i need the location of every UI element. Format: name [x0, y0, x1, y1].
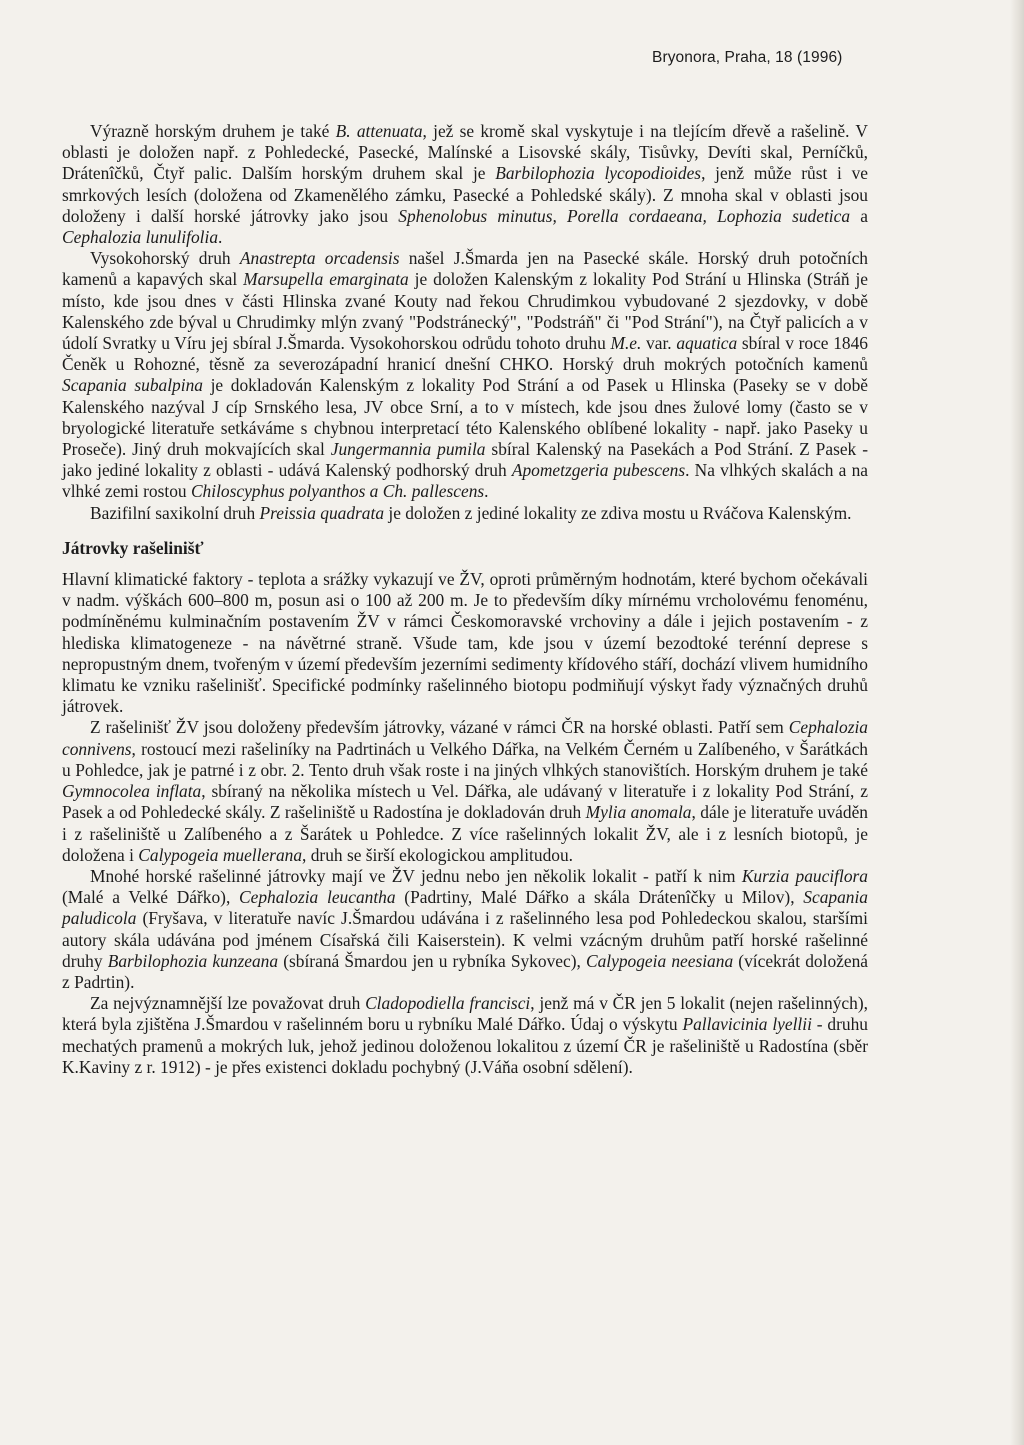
page-edge-shadow — [1010, 0, 1024, 1445]
paragraph-attenuata: Výrazně horským druhem je také B. attenuata, jež se kromě skal vyskytuje i na tlejícím dřevě a rašelině. V oblasti je doložen např. z Pohledecké, Pasecké, Malínské a Lisovské skály, Tisůvky, Devíti skal, Perníčků, Drátenîčků, Čtyř palic. Dalším horským druhem skal je Barbilophozia lycopodioides, jenž může růst i ve smrkových lesích (doložena od Zkamenělého zámku, Pasecké a Pohledské skály). Z mnoha skal v oblasti jsou doloženy i další horské játrovky jako jsou Sphenolobus minutus, Porella cordaeana, Lophozia sudetica a Cephalozia lunulifolia. — [62, 121, 868, 248]
paragraph-preissia: Bazifilní saxikolní druh Preissia quadrata je doložen z jediné lokality ze zdiva mostu u Rváčova Kalenským. — [90, 502, 852, 523]
running-header: Bryonora, Praha, 18 (1996) — [652, 49, 843, 66]
paragraph-climate: Hlavní klimatické faktory - teplota a srážky vykazují ve ŽV, oproti průměrným hodnotám, které bychom očekávali v nadm. výškách 600–800 m, posun asi o 100 až 200 m. Je to především díky mírnému vrcholovému fenoménu, podmíněnému kulminačním postavením ŽV v rámci Českomoravské vrchoviny a dále i jejich postavením - z hlediska klimatogeneze - na návětrné straně. Všude tam, kde jsou v území bezodtoké terénní deprese s nepropustným dnem, tvořeným v území především jezerními sedimenty křídového stáří, dochází vlivem humidního klimatu ke vzniku rašelinišť. Specifické podmínky rašelinného biotopu podmiňují výskyt řady význačných druhů játrovek. — [62, 569, 868, 717]
paragraph-anastrepta: Vysokohorský druh Anastrepta orcadensis našel J.Šmarda jen na Pasecké skále. Horský druh potočních kamenů a kapavých skal Marsupella emarginata je doložen Kalenským z lokality Pod Strání u Hlinska (Stráň je místo, kde jsou dnes v části Hlinska zvané Kouty nad řekou Chrudimkou vybudované 2 sjezdovky, v době Kalenského zde býval u Chrudimky mlýn zvaný "Podstránecký", "Podstráň" či "Pod Strání"), na Čtyř palicích a v údolí Svratky u Víru jej sbíral J.Šmarda. Vysokohorskou odrůdu tohoto druhu M.e. var. aquatica sbíral v roce 1846 Čeněk u Rohozné, těsně za severozápadní hranicí dnešní CHKO. Horský druh mokrých potočních kamenů Scapania subalpina je dokladován Kalenským z lokality Pod Strání a od Pasek u Hlinska (Paseky se v době Kalenského nazýval J cíp Srnského lesa, JV obce Srní, a to v místech, kde jsou dnes žulové lomy (často se v bryologické literatuře setkáváme s chybnou interpretací této Kalenského oblíbené lokality - např. jako Paseky u Proseče). Jiný druh mokvajících skal Jungermannia pumila sbíral Kalenský na Pasekách a Pod Strání. Z Pasek - jako jediné lokality z oblasti - udává Kalenský podhorský druh Apometzgeria pubescens. Na vlhkých skalách a na vlhké zemi rostou Chiloscyphus polyanthos a Ch. pallescens. — [62, 248, 869, 502]
paragraph-rare-species: Mnohé horské rašelinné játrovky mají ve ŽV jednu nebo jen několik lokalit - patří k nim Kurzia pauciflora (Malé a Velké Dářko), Cephalozia leucantha (Padrtiny, Malé Dářko a skála Drátenîčky u Milov), Scapania paludicola (Fryšava, v literatuře navíc J.Šmardou udávána i z rašelinného lesa pod Pohledeckou skalou, staršími autory skála udávána pod jménem Císařská čili Kaiserstein). K velmi vzácným druhům patří horské rašelinné druhy Barbilophozia kunzeana (sbíraná Šmardou jen u rybníka Sykovec), Calypogeia neesiana (vícekrát doložená z Padrtin). — [62, 865, 869, 992]
section-heading: Játrovky rašelinišť — [62, 537, 204, 558]
article-body — [62, 121, 868, 1078]
paragraph-cladopodiella: Za nejvýznamnější lze považovat druh Cladopodiella francisci, jenž má v ČR jen 5 lokalit (nejen rašelinných), která byla zjištěna J.Šmardou v rašelinném boru u rybníku Malé Dářko. Údaj o výskytu Pallavicinia lyellii - druhu mechatých pramenů a mokrých luk, jehož jedinou doloženou lokalitou z území ČR je rašeliniště u Radostína (sběr K.Kaviny z r. 1912) - je přes existenci dokladu pochybný (J.Váňa osobní sdělení). — [62, 993, 868, 1077]
paragraph-mountain-species: Z rašelinišť ŽV jsou doloženy především játrovky, vázané v rámci ČR na horské oblasti. Patří sem Cephalozia connivens, rostoucí mezi rašeliníky na Padrtinách u Velkého Dářka, na Velkém Černém u Zalíbeného, v Šarátkách u Pohledce, jak je patrné i z obr. 2. Tento druh však roste i na jiných vlhkých stanovištích. Horským druhem je také Gymnocolea inflata, sbíraný na několika místech u Vel. Dářka, ale udávaný v literatuře i z lokality Pod Strání, z Pasek a od Pohledecké skály. Z rašeliniště u Radostína je dokladován druh Mylia anomala, dále je literatuře uváděn i z rašeliniště u Zalíbeného a z Šarátek u Pohledce. Z více rašelinných lokalit ŽV, ale i z lesních biotopů, je doložena i Calypogeia muellerana, druh se širší ekologickou amplitudou. — [62, 717, 868, 865]
